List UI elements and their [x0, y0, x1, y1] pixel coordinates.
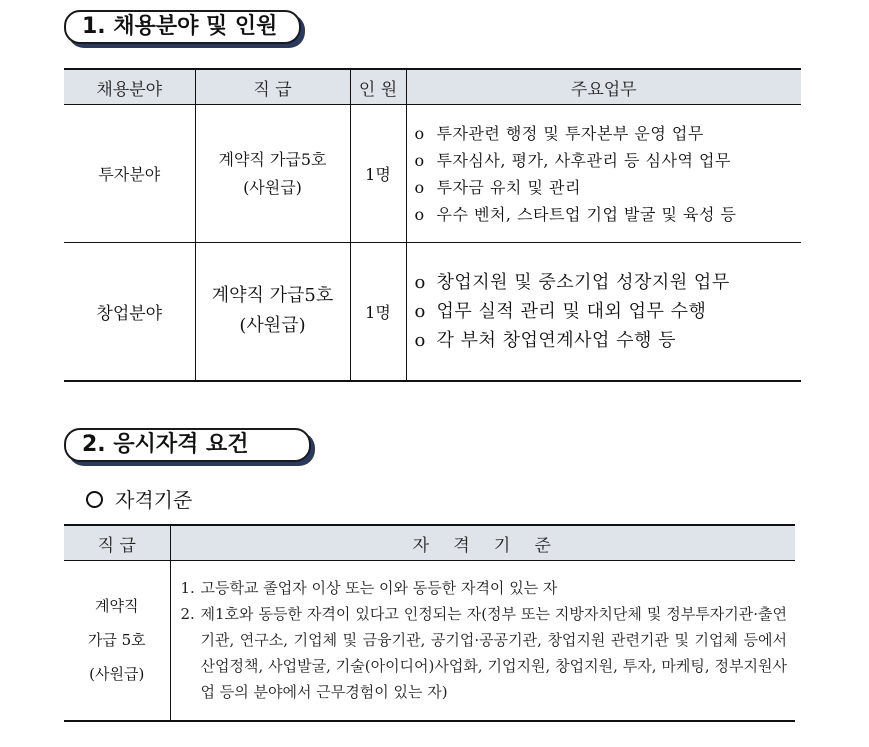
grade-line: 계약직 가급5호	[218, 149, 327, 169]
header-field: 채용분야	[64, 69, 195, 105]
grade-line: 가급 5호	[87, 631, 146, 650]
recruitment-table	[64, 68, 801, 382]
count-cell: 1명	[350, 105, 406, 243]
list-item: 1. 고등학교 졸업자 이상 또는 이와 동등한 자격이 있는 자	[180, 579, 558, 598]
duties-list	[407, 268, 802, 355]
field-cell: 투자분야	[64, 105, 195, 243]
bullet-icon: o	[414, 271, 426, 293]
section-1-title: 1. 채용분야 및 인원	[64, 10, 301, 44]
header-grade: 직 급	[195, 69, 350, 105]
duties-cell	[406, 105, 801, 243]
header-count: 인 원	[350, 69, 406, 105]
grade-cell	[195, 105, 350, 243]
table-row	[64, 561, 795, 721]
grade-line: 계약직 가급5호	[211, 285, 334, 307]
duties-cell	[406, 243, 801, 381]
list-item: o 우수 벤처, 스타트업 기업 발굴 및 육성 등	[415, 201, 802, 228]
bullet-icon: o	[414, 177, 425, 197]
criteria-list	[171, 575, 788, 705]
section-2-title: 2. 응시자격 요건	[64, 428, 311, 462]
list-item: o 투자금 유치 및 관리	[415, 174, 802, 201]
header-criteria: 자 격 기 준	[170, 525, 795, 561]
grade-line: (사원급)	[89, 665, 145, 684]
grade-cell	[195, 243, 350, 381]
grade-line: 계약직	[95, 597, 139, 616]
header-duties: 주요업무	[406, 69, 801, 105]
list-item: o 업무 실적 관리 및 대외 업무 수행	[415, 297, 802, 326]
list-item: o 투자심사, 평가, 사후관리 등 심사역 업무	[415, 147, 802, 174]
table-row	[64, 243, 801, 381]
qualification-subheading: 자격기준	[86, 484, 192, 513]
circle-bullet-icon	[86, 491, 103, 508]
list-item: 2. 제1호와 동등한 자격이 있다고 인정되는 자(정부 또는 지방자치단체 및 정부투자기관·출연기관, 연구소, 기업체 및 금융기관, 공기업·공공기관, 창업지원 관련기관 및 기업체 등에서 산업정책, 사업발굴, 기술(아이디어)사업화, 기업지원, 창업지원, 투자, 마케팅, 정부지원사업 등의 분야에서 근무경험이 있는 자)	[180, 605, 787, 702]
bullet-icon: o	[414, 123, 425, 143]
recruitment-table-header	[64, 69, 801, 105]
list-item: o 각 부처 창업연계사업 수행 등	[415, 326, 802, 355]
list-item: o 창업지원 및 중소기업 성장지원 업무	[415, 268, 802, 297]
bullet-icon: o	[414, 300, 426, 322]
bullet-icon: o	[414, 204, 425, 224]
bullet-icon: o	[414, 329, 426, 351]
grade-cell	[64, 561, 170, 721]
header-grade: 직 급	[64, 525, 170, 561]
duties-list	[407, 120, 802, 228]
grade-line: (사원급)	[243, 177, 302, 197]
field-cell: 창업분야	[64, 243, 195, 381]
qualification-table	[64, 524, 795, 722]
bullet-icon: o	[414, 150, 425, 170]
grade-line: (사원급)	[239, 315, 306, 337]
count-cell: 1명	[350, 243, 406, 381]
list-item: o 투자관련 행정 및 투자본부 운영 업무	[415, 120, 802, 147]
criteria-cell	[170, 561, 795, 721]
qualification-table-header	[64, 525, 795, 561]
table-row	[64, 105, 801, 243]
